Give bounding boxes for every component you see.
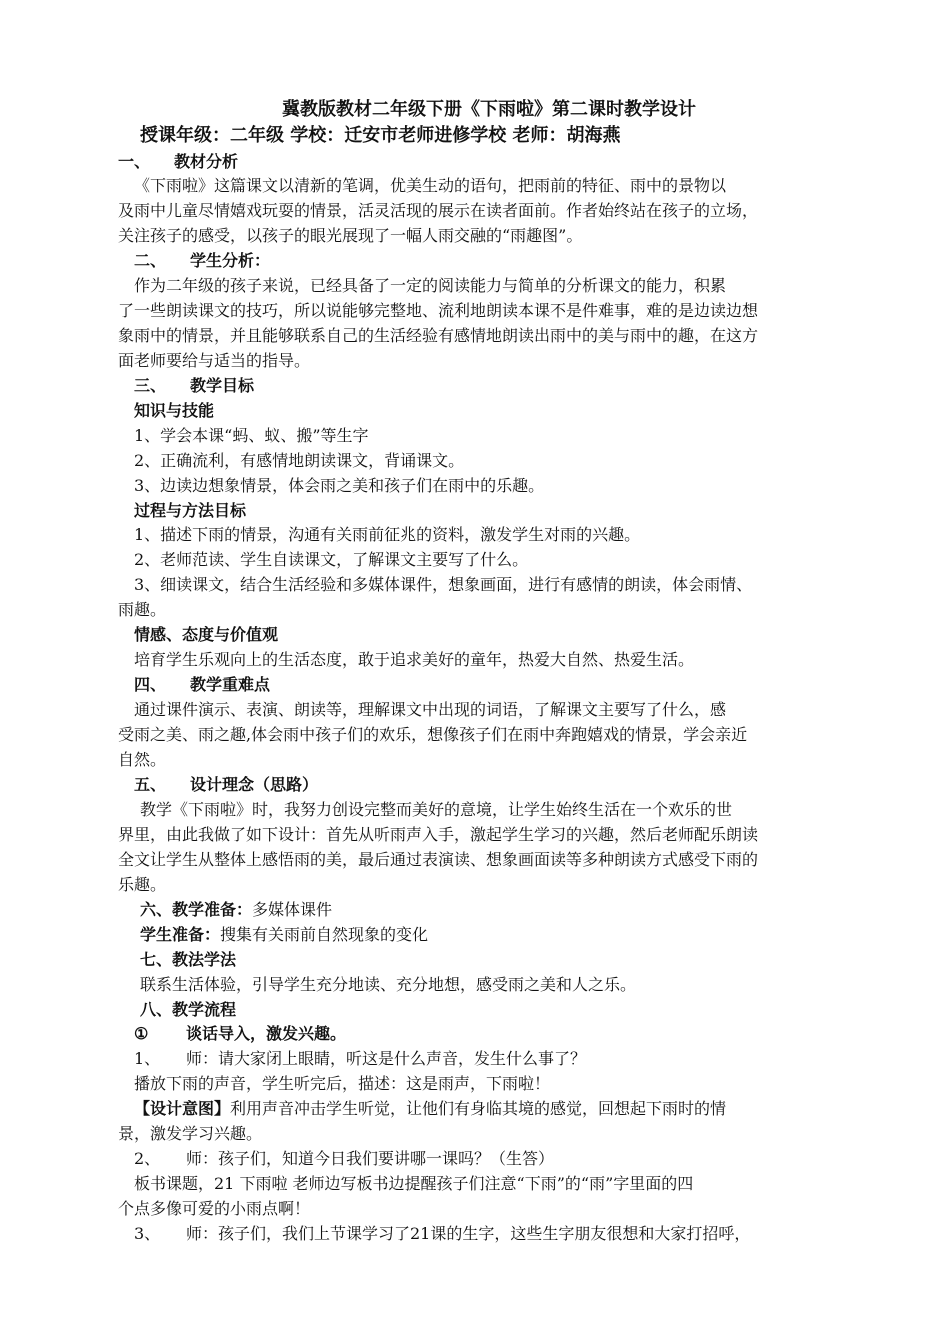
section-number: 二、 — [134, 251, 167, 270]
section-number: 四、 — [134, 675, 167, 694]
paragraph-line: 作为二年级的孩子来说，已经具备了一定的阅读能力与简单的分析课文的能力，积累 — [134, 276, 727, 295]
paragraph-line: 及雨中儿童尽情嬉戏玩耍的情景，活灵活现的展示在读者面前。作者始终站在孩子的立场， — [118, 201, 759, 220]
list-item: 1、描述下雨的情景，沟通有关雨前征兆的资料，激发学生对雨的兴趣。 — [134, 525, 641, 544]
document-title: 冀教版教材二年级下册《下雨啦》第二课时教学设计 — [282, 99, 696, 120]
list-item-continued: 雨趣。 — [118, 600, 167, 619]
student-preparation — [140, 923, 882, 947]
paragraph-line: 界里，由此我做了如下设计：首先从听雨声入手，激起学生学习的兴趣，然后老师配乐朗读 — [118, 825, 759, 844]
paragraph-line: 全文让学生从整体上感悟雨的美，最后通过表演读、想象画面读等多种朗读方式感受下雨的 — [118, 850, 759, 869]
item-number: 2、 — [134, 1149, 161, 1168]
section-heading-8: 八、教学流程 — [140, 1000, 237, 1019]
paragraph-line: 象雨中的情景，并且能够联系自己的生活经验有感情地朗读出雨中的美与雨中的趣，在这方 — [118, 326, 759, 345]
design-intent-label: 【设计意图】 — [134, 1099, 231, 1118]
item-number: 3、 — [134, 1224, 161, 1243]
paragraph-line: 通过课件演示、表演、朗读等，理解课文中出现的词语，了解课文主要写了什么，感 — [134, 700, 727, 719]
list-item: 1、学会本课“蚂、蚁、搬”等生字 — [134, 426, 369, 445]
paragraph-line: 面老师要给与适当的指导。 — [118, 351, 311, 370]
section-heading-4 — [134, 673, 876, 697]
section-number: 三、 — [134, 376, 167, 395]
section-title: 教学目标 — [190, 376, 255, 395]
flow-item — [134, 1047, 876, 1071]
list-item: 3、细读课文，结合生活经验和多媒体课件，想象画面，进行有感情的朗读，体会雨情、 — [134, 575, 753, 594]
paragraph-line: 教学《下雨啦》时，我努力创设完整而美好的意境，让学生始终生活在一个欢乐的世 — [140, 800, 733, 819]
document-subtitle: 授课年级：二年级 学校：迁安市老师进修学校 老师：胡海燕 — [140, 125, 621, 146]
item-number: 1、 — [134, 1049, 161, 1068]
flow-step-1 — [134, 1022, 876, 1046]
paragraph-line: 景，激发学习兴趣。 — [118, 1124, 263, 1143]
subheading: 情感、态度与价值观 — [134, 625, 279, 644]
value: 多媒体课件 — [252, 900, 333, 919]
paragraph-line: 播放下雨的声音，学生听完后，描述：这是雨声，下雨啦！ — [134, 1074, 551, 1093]
subheading: 知识与技能 — [134, 401, 215, 420]
paragraph-line: 板书课题，21 下雨啦 老师边写板书边提醒孩子们注意“下雨”的“雨”字里面的四 — [134, 1174, 694, 1193]
paragraph-line: 培育学生乐观向上的生活态度，敢于追求美好的童年，热爱大自然、热爱生活。 — [134, 650, 695, 669]
item-text: 师：孩子们，知道今日我们要讲哪一课吗？（生答） — [186, 1149, 555, 1168]
paragraph-line: 乐趣。 — [118, 875, 167, 894]
subheading: 过程与方法目标 — [134, 501, 247, 520]
section-heading-2 — [134, 249, 876, 273]
paragraph-line: 个点多像可爱的小雨点啊！ — [118, 1199, 311, 1218]
section-title: 学生分析： — [190, 251, 271, 270]
flow-item — [134, 1222, 876, 1246]
design-intent — [134, 1097, 876, 1121]
section-heading-3 — [134, 374, 876, 398]
section-title: 设计理念（思路） — [190, 775, 319, 794]
step-number: ① — [134, 1024, 149, 1043]
section-heading-1 — [118, 150, 860, 174]
list-item: 3、边读边想象情景，体会雨之美和孩子们在雨中的乐趣。 — [134, 476, 545, 495]
design-intent-text: 利用声音冲击学生听觉，让他们有身临其境的感觉，回想起下雨时的情 — [230, 1099, 727, 1118]
paragraph-line: 受雨之美、雨之趣,体会雨中孩子们的欢乐，想像孩子们在雨中奔跑嬉戏的情景，学会亲近 — [118, 725, 748, 744]
flow-item — [134, 1147, 876, 1171]
value: 搜集有关雨前自然现象的变化 — [220, 925, 429, 944]
section-title: 教学重难点 — [190, 675, 271, 694]
item-text: 师：请大家闭上眼睛，听这是什么声音，发生什么事了？ — [186, 1049, 587, 1068]
step-title: 谈话导入，激发兴趣。 — [186, 1024, 347, 1043]
label: 学生准备： — [140, 925, 221, 944]
paragraph-line: 《下雨啦》这篇课文以清新的笔调，优美生动的语句，把雨前的特征、雨中的景物以 — [134, 176, 727, 195]
section-heading-5 — [134, 773, 876, 797]
paragraph-line: 关注孩子的感受，以孩子的眼光展现了一幅人雨交融的“雨趣图”。 — [118, 226, 583, 245]
section-number: 五、 — [134, 775, 167, 794]
label: 六、教学准备： — [140, 900, 253, 919]
paragraph-line: 联系生活体验，引导学生充分地读、充分地想，感受雨之美和人之乐。 — [140, 975, 637, 994]
section-number: 一、 — [118, 152, 151, 171]
section-heading-7: 七、教法学法 — [140, 950, 237, 969]
teaching-preparation — [140, 898, 882, 922]
item-text: 师：孩子们，我们上节课学习了21课的生字，这些生字朋友很想和大家打招呼， — [186, 1224, 751, 1243]
section-title: 教材分析 — [174, 152, 239, 171]
paragraph-line: 了一些朗读课文的技巧，所以说能够完整地、流利地朗读本课不是件难事，难的是边读边想 — [118, 301, 759, 320]
list-item: 2、老师范读、学生自读课文，了解课文主要写了什么。 — [134, 550, 529, 569]
list-item: 2、正确流利，有感情地朗读课文，背诵课文。 — [134, 451, 465, 470]
paragraph-line: 自然。 — [118, 750, 167, 769]
